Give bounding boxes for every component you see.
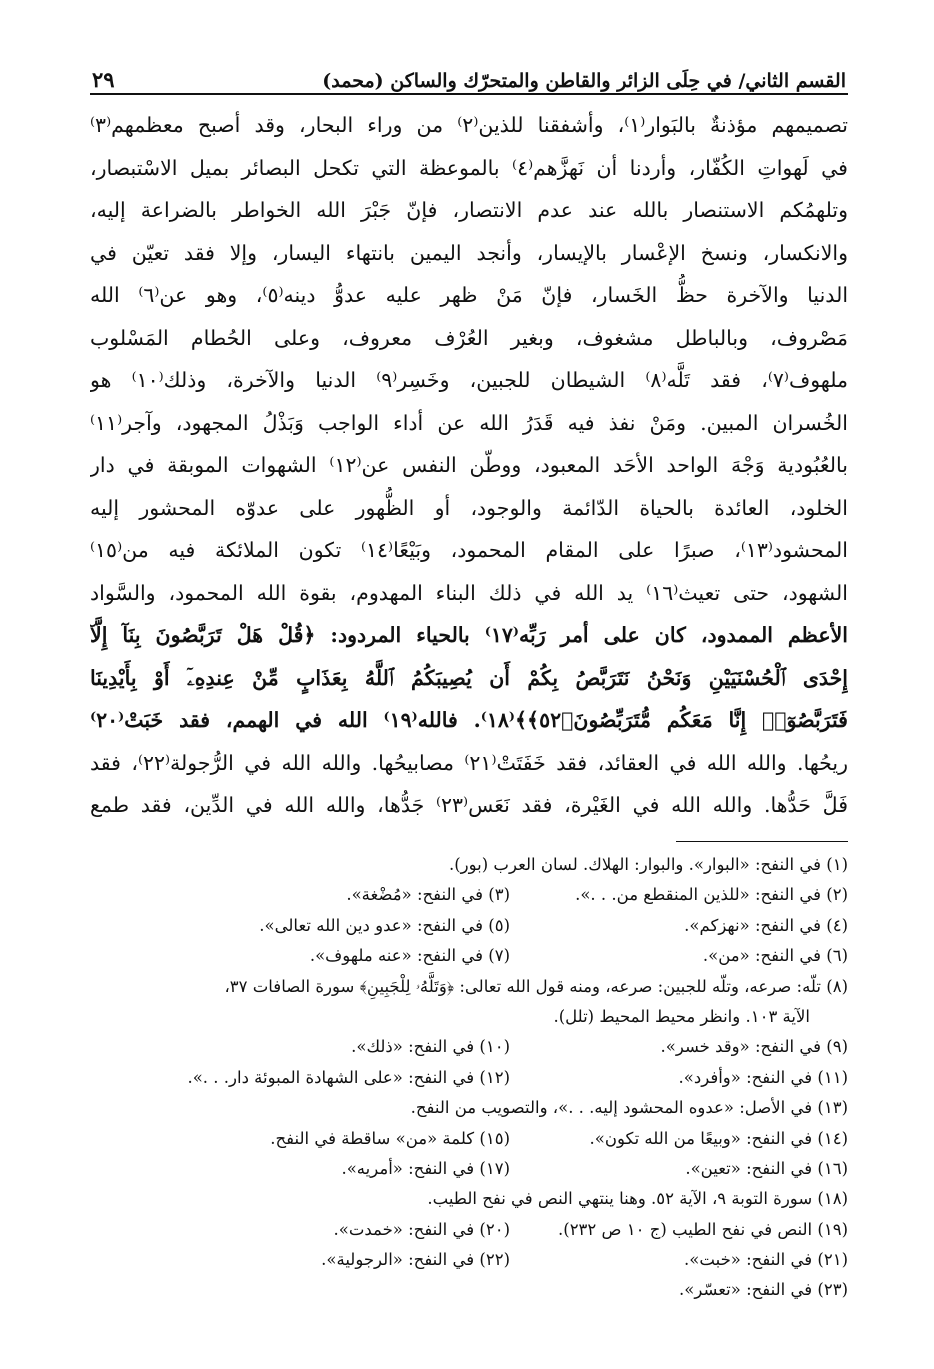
- footnote-row: [90, 972, 848, 1002]
- footnote-row: [90, 941, 848, 971]
- header-rule: [90, 93, 848, 95]
- footnote-text: (١٢) في النفح: «على الشهادة المبوئة دار. . .».: [187, 1067, 510, 1087]
- footnote-text: (٨) تلّه: صرعه، وتلّه للجبين: صرعه، ومنه قول الله تعالى: ﴿وَتَلَّهُۥ لِلْجَبِينِ﴾ سورة الصافات ٣٧،: [224, 976, 848, 996]
- footnote-text: (٤) في النفح: «نهزكم».: [684, 915, 848, 935]
- footnote-separator: [676, 841, 848, 842]
- text-line: الدنيا والآخرة حظُّ الخَسار، فإنّ مَنْ ظهر عليه عدوُّ دينه⁽٥⁾، وهو عن⁽٦⁾ الله: [90, 283, 848, 307]
- footnote-text: (٢٠) في النفح: «خمدت».: [333, 1219, 510, 1239]
- footnote-row: [90, 1124, 848, 1154]
- footnote-row: [90, 1215, 848, 1245]
- text-line: إِحْدَى ٱلْحُسْنَيَيْنِ وَنَحْنُ نَتَرَبَّصُ بِكُمْ أَن يُصِيبَكُمُ ٱللَّهُ بِعَذَابٍ مِّنْ عِندِهِۦٓ أَوْ بِأَيْدِينَا: [90, 665, 848, 690]
- header-title: القسم الثاني/ في حِلَى الزائر والقاطن والمتحرّك والساكن (محمد): [322, 70, 846, 92]
- text-line: والانكسار، ونسخ الإعْسار بالإيسار، وأنجد اليمين بانتهاء اليسار، وإلا فقد تعيّن في: [90, 240, 848, 265]
- footnotes: [90, 850, 848, 1306]
- footnote-text: (٣) في النفح: «مُضْغة».: [346, 885, 510, 905]
- footnote-text: (٢١) في النفح: «خبت».: [684, 1250, 848, 1270]
- page-number: ٢٩: [92, 67, 115, 92]
- footnote-row: [90, 1245, 848, 1275]
- footnote-text: (٢٢) في النفح: «الرجولية».: [321, 1250, 510, 1270]
- text-line: الخُسران المبين. ومَنْ نفذ فيه قَدَرُ الله عن أداء الواجب وَبَذْلُ المجهود، وآجر⁽١١⁾: [90, 410, 848, 435]
- footnote-text: (٥) في النفح: «عدو دين الله تعالى».: [259, 915, 510, 935]
- text-line: فَلَّ حَدُّها. والله الله في الغَيْرة، فقد نَعَس⁽٢٣⁾ جَدُّها، والله الله في الدِّين، فقد طمع: [90, 793, 848, 817]
- footnote-row: [90, 1275, 848, 1305]
- footnote-text: (١٣) في الأصل: «عدوه المحشود إليه. . .»، والتصويب من النفح.: [410, 1098, 848, 1118]
- footnote-text: (٢) في النفح: «للذين المنقطع من. . .».: [575, 885, 848, 905]
- footnote-text: (١٧) في النفح: «أمريه».: [341, 1158, 510, 1178]
- text-line: تصميمهم مؤذنةٌ بالبَوار⁽١⁾، وأشفقنا للذين⁽٢⁾ من وراء البحار، وقد أصبح معظمهم⁽٣⁾: [90, 113, 848, 137]
- text-line: الأعظم الممدود، كان على أمر رَبِّه⁽١٧⁾ بالحياء المردود: ﴿قُلْ هَلْ تَرَبَّصُونَ بِنَآ إِلَّآ: [90, 623, 848, 647]
- main-text: [90, 104, 848, 827]
- text-line: ريحُها. والله الله في العقائد، فقد خَفَتَتْ⁽٢١⁾ مصابيحُها. والله الله في الرُّجولة⁽٢٢⁾، فقد: [90, 750, 848, 775]
- footnote-text: (١١) في النفح: «وأفرد».: [678, 1067, 848, 1087]
- text-line: الخلود، العائدة بالحياة الدّائمة والوجود، أو الظُّهور على عدوّه المحشور إليه: [90, 495, 848, 520]
- text-line: ملهوف⁽٧⁾، فقد تَلَّه⁽٨⁾ الشيطان للجبين، وخَسِر⁽٩⁾ الدنيا والآخرة، وذلك⁽١٠⁾ هو: [90, 368, 848, 392]
- footnote-row: [90, 880, 848, 910]
- footnote-row: [90, 1063, 848, 1093]
- footnote-row: [90, 911, 848, 941]
- running-header: [92, 58, 846, 92]
- footnote-text: (١٨) سورة التوبة ٩، الآية ٥٢. وهنا ينتهي النص في نفح الطيب.: [427, 1189, 848, 1209]
- text-line: المحشود⁽١٣⁾، صبرًا على المقام المحمود، وبَيْعًا⁽١٤⁾ تكون الملائكة فيه من⁽١٥⁾: [90, 538, 848, 562]
- footnote-row: [90, 1002, 848, 1032]
- footnote-text: (١٥) كلمة «من» ساقطة في النفح.: [270, 1128, 510, 1148]
- text-line: بالعُبُودية وَجْهَ الواحد الأحَد المعبود، ووطّن النفس عن⁽١٢⁾ الشهوات الموبقة في دار: [90, 453, 848, 477]
- footnote-row: [90, 1154, 848, 1184]
- footnote-text: (١) في النفح: «البوار». والبوار: الهلاك. لسان العرب (بور).: [448, 855, 848, 874]
- text-line: في لَهواتِ الكُفّار، وأردنا أن نَهزَّهم⁽٤⁾ بالموعظة التي تكحل البصائر بميل الاسْتبصار،: [90, 155, 848, 180]
- footnote-text: (١٠) في النفح: «ذلك».: [351, 1037, 510, 1057]
- footnote-row: [90, 1184, 848, 1214]
- footnote-row: [90, 1032, 848, 1062]
- footnote-text: (٩) في النفح: «وقد خسر».: [660, 1037, 848, 1057]
- footnote-text: (٧) في النفح: «عنه ملهوف».: [309, 946, 510, 966]
- footnote-row: [90, 850, 848, 880]
- footnote-text: (١٦) في النفح: «تعين».: [685, 1158, 848, 1178]
- footnote-text: (٢٣) في النفح: «تعسّر».: [679, 1280, 848, 1300]
- text-line: الشهود، حتى تعيث⁽١٦⁾ يد الله في ذلك البناء المهدوم، بقوة الله المحمود، والسَّواد: [90, 580, 848, 605]
- footnote-text: (١٤) في النفح: «وبيعًا من الله تكون».: [589, 1128, 848, 1148]
- footnote-text: (١٩) النص في نفح الطيب (ج ١٠ ص ٢٣٢).: [558, 1219, 848, 1239]
- footnote-text: (٦) في النفح: «من».: [702, 946, 848, 966]
- footnote-row: [90, 1093, 848, 1123]
- text-line: فَتَرَبَّصُوٓا۟ إِنَّا مَعَكُم مُّتَرَبِّصُونَ﴿٥٢﴾﴾⁽١٨⁾. فالله⁽١٩⁾ الله في الهمم، فقد خَبَتْ⁽٢٠⁾: [90, 708, 848, 732]
- footnote-text: الآية ١٠٣. وانظر محيط المحيط (تلل).: [553, 1006, 810, 1026]
- text-line: وتلهمُكم الاستنصار بالله عند عدم الانتصار، فإنّ جَبْرَ الله الخواطر بالضراعة إليه،: [90, 198, 848, 222]
- text-line: مَصْروف، وبالباطل مشغوف، وبغير العُرْف معروف، وعلى الحُطام المَسْلوب: [90, 325, 848, 350]
